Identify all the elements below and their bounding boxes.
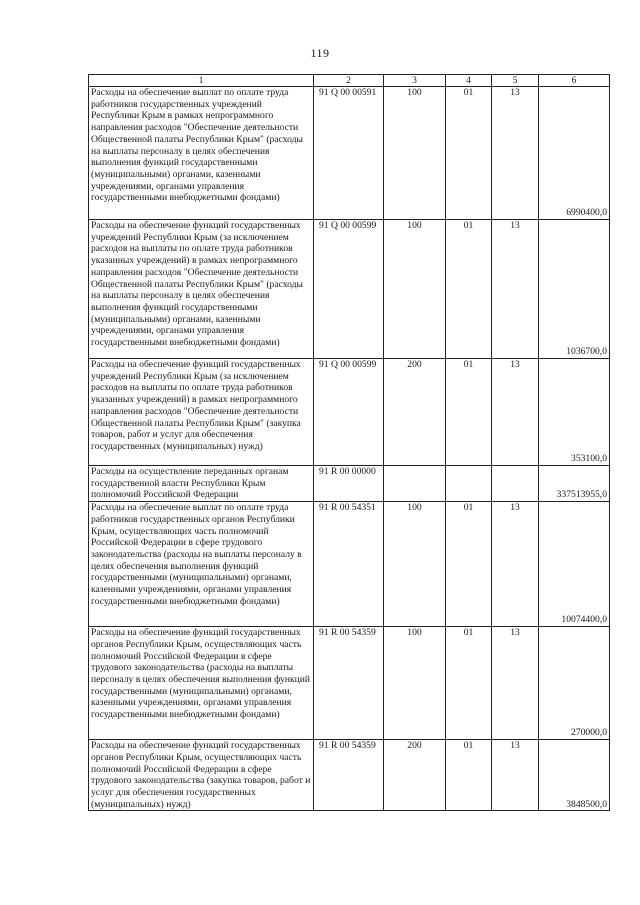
page-number: 119 [310, 46, 330, 60]
row-amount: 6990400,0 [539, 87, 610, 220]
row-section: 01 [446, 740, 492, 811]
row-expense-type: 200 [384, 740, 446, 811]
table-row [89, 220, 610, 359]
row-subsection: 13 [492, 502, 539, 627]
row-target-code: 91 R 00 54359 [314, 627, 384, 740]
row-description: Расходы на осуществление переданных органам государственной власти Республики Крым полномочий Российской Федерации [89, 466, 314, 502]
row-target-code: 91 R 00 54351 [314, 502, 384, 627]
table-row [89, 87, 610, 220]
budget-table [88, 74, 610, 811]
row-amount: 10074400,0 [539, 502, 610, 627]
row-expense-type: 100 [384, 220, 446, 359]
row-amount: 1036700,0 [539, 220, 610, 359]
header-cell-expense-type: 3 [384, 75, 446, 87]
table-row [89, 627, 610, 740]
row-section: 01 [446, 87, 492, 220]
row-subsection: 13 [492, 359, 539, 466]
row-section: 01 [446, 502, 492, 627]
row-amount: 270000,0 [539, 627, 610, 740]
row-target-code: 91 Q 00 00599 [314, 220, 384, 359]
row-subsection: 13 [492, 220, 539, 359]
row-section: 01 [446, 627, 492, 740]
row-expense-type: 100 [384, 87, 446, 220]
row-amount: 337513955,0 [539, 466, 610, 502]
row-description: Расходы на обеспечение выплат по оплате труда работников государственных учреждений Республики Крым в рамках непрограммного направления расходов "Обеспечение деятельности Общественной палаты Республики Крым" (расходы на выплаты персоналу в целях обеспечения выполнения функций государственными (муниципальными) органами, казенными учреждениями, органами управления государственными внебюджетными фондами) [89, 87, 314, 220]
row-target-code: 91 Q 00 00599 [314, 359, 384, 466]
row-section: 01 [446, 359, 492, 466]
header-cell-amount: 6 [539, 75, 610, 87]
row-description: Расходы на обеспечение функций государственных учреждений Республики Крым (за исключением расходов на выплаты по оплате труда работников указанных учреждений) в рамках непрограммного направления расходов "Обеспечение деятельности Общественной палаты Республики Крым" (закупка товаров, работ и услуг для обеспечения государственных (муниципальных) нужд) [89, 359, 314, 466]
row-description: Расходы на обеспечение функций государственных органов Республики Крым, осуществляющих часть полномочий Российской Федерации в сфере трудового законодательства (закупка товаров, работ и услуг для обеспечения государственных (муниципальных) нужд) [89, 740, 314, 811]
row-amount: 3848500,0 [539, 740, 610, 811]
row-description: Расходы на обеспечение выплат по оплате труда работников государственных органов Республики Крым, осуществляющих часть полномочий Российской Федерации в сфере трудового законодательства (расходы на выплаты персоналу в целях обеспечения выполнения функций государственными (муниципальными) органами, казенными учреждениями, органами управления государственными внебюджетными фондами) [89, 502, 314, 627]
row-subsection: 13 [492, 87, 539, 220]
header-cell-section: 4 [446, 75, 492, 87]
row-expense-type: 200 [384, 359, 446, 466]
table-row [89, 359, 610, 466]
header-cell-target-code: 2 [314, 75, 384, 87]
row-subsection [492, 466, 539, 502]
table-header-row [89, 75, 610, 87]
row-description: Расходы на обеспечение функций государственных учреждений Республики Крым (за исключением расходов на выплаты по оплате труда работников указанных учреждений) в рамках непрограммного направления расходов "Обеспечение деятельности Общественной палаты Республики Крым" (расходы на выплаты персоналу в целях обеспечения выполнения функций государственными (муниципальными) органами, казенными учреждениями, органами управления государственными внебюджетными фондами) [89, 220, 314, 359]
row-section [446, 466, 492, 502]
header-cell-subsection: 5 [492, 75, 539, 87]
header-cell-description: 1 [89, 75, 314, 87]
row-target-code: 91 R 00 00000 [314, 466, 384, 502]
row-expense-type: 100 [384, 502, 446, 627]
table-row [89, 466, 610, 502]
table-row [89, 740, 610, 811]
row-target-code: 91 R 00 54359 [314, 740, 384, 811]
row-subsection: 13 [492, 740, 539, 811]
row-subsection: 13 [492, 627, 539, 740]
row-section: 01 [446, 220, 492, 359]
row-expense-type [384, 466, 446, 502]
table-row [89, 502, 610, 627]
row-target-code: 91 Q 00 00591 [314, 87, 384, 220]
row-description: Расходы на обеспечение функций государственных органов Республики Крым, осуществляющих часть полномочий Российской Федерации в сфере трудового законодательства (расходы на выплаты персоналу в целях обеспечения выполнения функций государственными (муниципальными) органами, казенными учреждениями, органами управления государственными внебюджетными фондами) [89, 627, 314, 740]
row-expense-type: 100 [384, 627, 446, 740]
row-amount: 353100,0 [539, 359, 610, 466]
